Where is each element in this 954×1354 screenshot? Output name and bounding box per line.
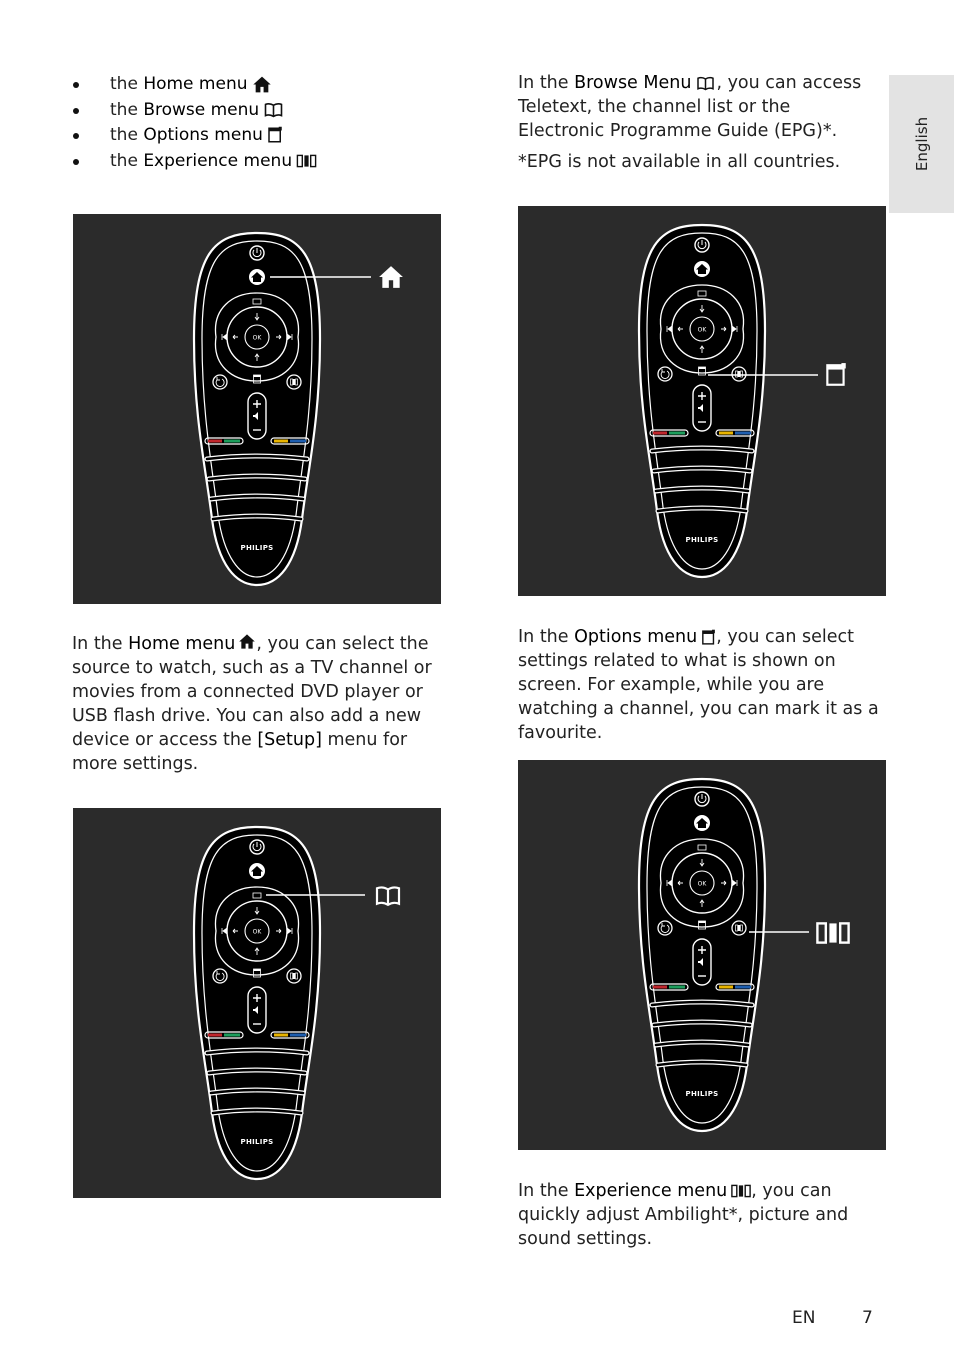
para-text: , you can access Teletext, the channel list or the Electronic Programme Guide (EPG)*. bbox=[518, 73, 862, 141]
para-lead: In the bbox=[518, 627, 575, 647]
remote-brand-label: PHILIPS bbox=[240, 1138, 274, 1146]
menu-list bbox=[72, 72, 317, 174]
para-lead: In the bbox=[518, 73, 575, 93]
home-icon bbox=[238, 633, 256, 650]
list-item-prefix: the bbox=[110, 150, 144, 171]
home-menu-description bbox=[72, 632, 440, 776]
remote-brand-label: PHILIPS bbox=[685, 1090, 719, 1098]
home-icon bbox=[252, 75, 272, 94]
para-text: menu for more settings. bbox=[72, 730, 408, 774]
list-item bbox=[72, 98, 317, 124]
para-lead: In the bbox=[518, 1181, 575, 1201]
para-text: , you can select settings related to what is shown on screen. For example, while you are watching a channel, you can mark it as a favourite. bbox=[518, 627, 879, 743]
list-item-menu-name: Experience menu bbox=[143, 150, 293, 171]
list-item-menu-name: Options menu bbox=[143, 125, 263, 145]
para-text: , you can select the source to watch, such as a TV channel or movies from a connected DVD player or USB flash drive. You can also add a new device or access the bbox=[72, 634, 432, 750]
options-menu-term: Options menu bbox=[574, 627, 698, 647]
language-tab-label: English bbox=[912, 116, 931, 172]
list-item-prefix: the bbox=[110, 74, 144, 94]
remote-image-home bbox=[73, 214, 441, 604]
experience-icon bbox=[731, 1184, 751, 1198]
remote-image-experience bbox=[518, 760, 886, 1150]
remote-image-options bbox=[518, 206, 886, 596]
options-menu-description bbox=[518, 625, 883, 745]
para-text: , you can quickly adjust Ambilight*, picture and sound settings. bbox=[518, 1181, 849, 1249]
remote-brand-label: PHILIPS bbox=[685, 536, 719, 544]
experience-menu-term: Experience menu bbox=[574, 1181, 728, 1201]
options-icon bbox=[267, 126, 283, 144]
footer-language: EN bbox=[792, 1308, 816, 1328]
list-item bbox=[72, 123, 317, 149]
experience-menu-description bbox=[518, 1179, 888, 1251]
list-item-prefix: the bbox=[110, 99, 144, 120]
setup-term: [Setup] bbox=[257, 730, 322, 750]
options-icon bbox=[701, 629, 716, 646]
home-menu-term: Home menu bbox=[128, 634, 236, 654]
list-item bbox=[72, 149, 317, 175]
para-lead: In the bbox=[72, 634, 129, 654]
book-icon bbox=[263, 102, 284, 118]
list-item-menu-name: Browse menu bbox=[143, 99, 260, 120]
list-item bbox=[72, 72, 317, 98]
experience-icon bbox=[296, 154, 317, 168]
remote-brand-label: PHILIPS bbox=[240, 544, 274, 552]
page-number: 7 bbox=[862, 1308, 873, 1328]
language-tab bbox=[889, 75, 954, 213]
browse-menu-description bbox=[518, 71, 868, 143]
book-icon bbox=[695, 76, 716, 91]
list-item-menu-name: Home menu bbox=[143, 74, 248, 94]
list-item-prefix: the bbox=[110, 125, 144, 145]
remote-image-browse bbox=[73, 808, 441, 1198]
epg-footnote: *EPG is not available in all countries. bbox=[518, 152, 841, 172]
browse-menu-term: Browse Menu bbox=[574, 73, 692, 93]
